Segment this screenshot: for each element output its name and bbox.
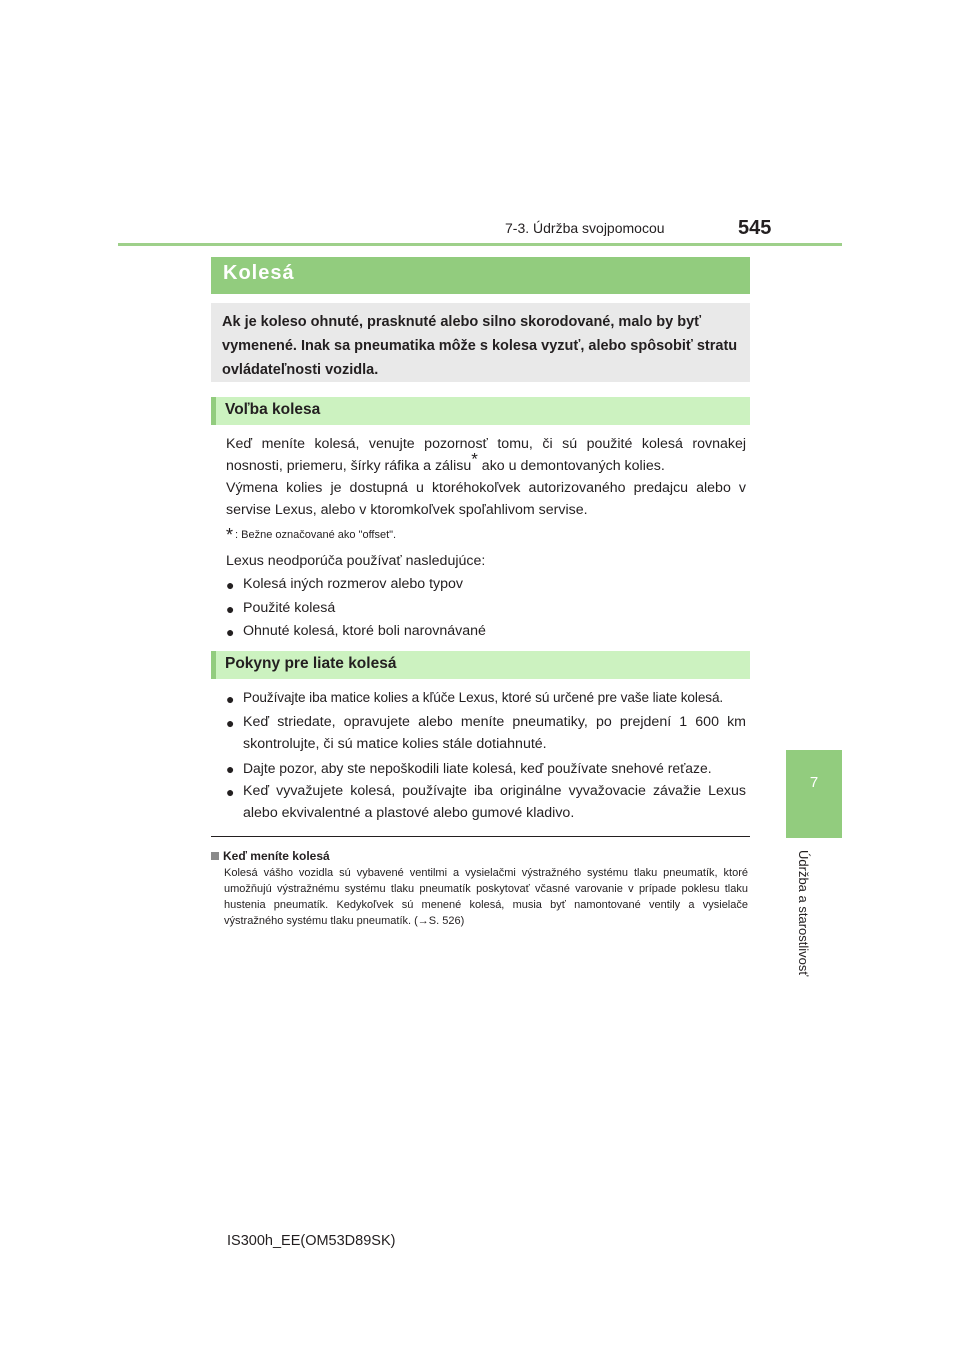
list-item-text: Ohnuté kolesá, ktoré boli narovnávané: [243, 623, 486, 639]
bullet-icon: ●: [226, 601, 235, 617]
main-title-bar: [211, 257, 750, 294]
section1-paragraph-2: [226, 477, 746, 521]
note-text: Kolesá vášho vozidla sú vybavené ventilmi a vysielačmi výstražného systému tlaku pneumatík, ktoré umožňujú výstražnému systému tlaku pneumatík poskytovať včasné varovanie v prípade poklesu tlaku hustenia pneumatík. Kedykoľvek sú menené kolesá, musia byť namontované ventily a vysielače výstražného systému tlaku pneumatík. (→S. 526): [224, 867, 748, 927]
list-item: [226, 780, 746, 824]
page-number: 545: [738, 217, 772, 239]
section-heading-alloy-wheels: [211, 651, 750, 679]
para1-star: *: [471, 449, 478, 469]
list-item-text: Kolesá iných rozmerov alebo typov: [243, 576, 464, 592]
list-item: [226, 597, 746, 619]
section-heading-text: Voľba kolesa: [225, 401, 321, 418]
list-item: [226, 573, 746, 595]
para1-text-b: ako u demontovaných kolies.: [477, 458, 665, 474]
section-heading-text: Pokyny pre liate kolesá: [225, 655, 397, 672]
footer-model-code: IS300h_EE(OM53D89SK): [227, 1233, 396, 1249]
note-heading: [211, 849, 330, 863]
header-rule: [118, 243, 842, 246]
chapter-side-label: [796, 850, 820, 977]
chapter-title: Údržba a starostlivosť: [796, 850, 811, 977]
section1-paragraph-1: [226, 433, 746, 477]
chapter-number: 7: [809, 774, 819, 791]
intro-box: [211, 303, 750, 382]
bullet-icon: ●: [226, 761, 235, 777]
list-item-text: Keď vyvažujete kolesá, používajte iba originálne vyvažovacie závažie Lexus alebo ekvivalentné a plastové alebo gumové kladivo.: [243, 783, 746, 821]
list-item: [226, 620, 746, 642]
bullet-icon: ●: [226, 715, 235, 731]
note-separator: [211, 836, 750, 837]
note-heading-text: Keď meníte kolesá: [223, 849, 330, 863]
section-heading-wheel-choice: [211, 397, 750, 425]
header-section-title: 7-3. Údržba svojpomocou: [505, 220, 665, 236]
footnote: [226, 525, 396, 546]
para1-text-a: Keď meníte kolesá, venujte pozornosť tomu, či sú použité kolesá rovnakej nosnosti, priemeru, šírky ráfika a zálisu: [226, 436, 746, 474]
footnote-star: *: [226, 525, 234, 545]
intro-text: Ak je koleso ohnuté, prasknuté alebo silno skorodované, malo by byť vymenené. Inak sa pneumatika môže s kolesa vyzuť, alebo spôsobiť stratu ovládateľnosti vozidla.: [222, 314, 738, 378]
list-item: [226, 757, 746, 779]
para2-text: Výmena kolies je dostupná u ktoréhokoľvek autorizovaného predajcu alebo v servise Lexus, alebo v ktoromkoľvek spoľahlivom servise.: [226, 480, 746, 518]
page-title: Kolesá: [223, 262, 295, 284]
list-item-text: Používajte iba matice kolies a kľúče Lexus, ktoré sú určené pre vaše liate kolesá.: [243, 690, 724, 705]
bullet-icon: ●: [226, 624, 235, 640]
list-item-text: Keď striedate, opravujete alebo meníte pneumatiky, po prejdení 1 600 km skontrolujte, či sú matice kolies stále dotiahnuté.: [243, 714, 746, 752]
list-item: [226, 687, 746, 709]
footnote-text: : Bežne označované ako "offset".: [235, 529, 397, 541]
chapter-tab: [786, 750, 842, 838]
lead-text: Lexus neodporúča používať nasledujúce:: [226, 553, 486, 569]
section1-lead: [226, 550, 746, 572]
list-item: [226, 711, 746, 755]
bullet-icon: ●: [226, 691, 235, 707]
bullet-icon: ●: [226, 784, 235, 800]
list-item-text: Použité kolesá: [243, 600, 336, 616]
note-square-icon: [211, 852, 219, 860]
list-item-text: Dajte pozor, aby ste nepoškodili liate kolesá, keď používate snehové reťaze.: [243, 760, 712, 776]
bullet-icon: ●: [226, 577, 235, 593]
